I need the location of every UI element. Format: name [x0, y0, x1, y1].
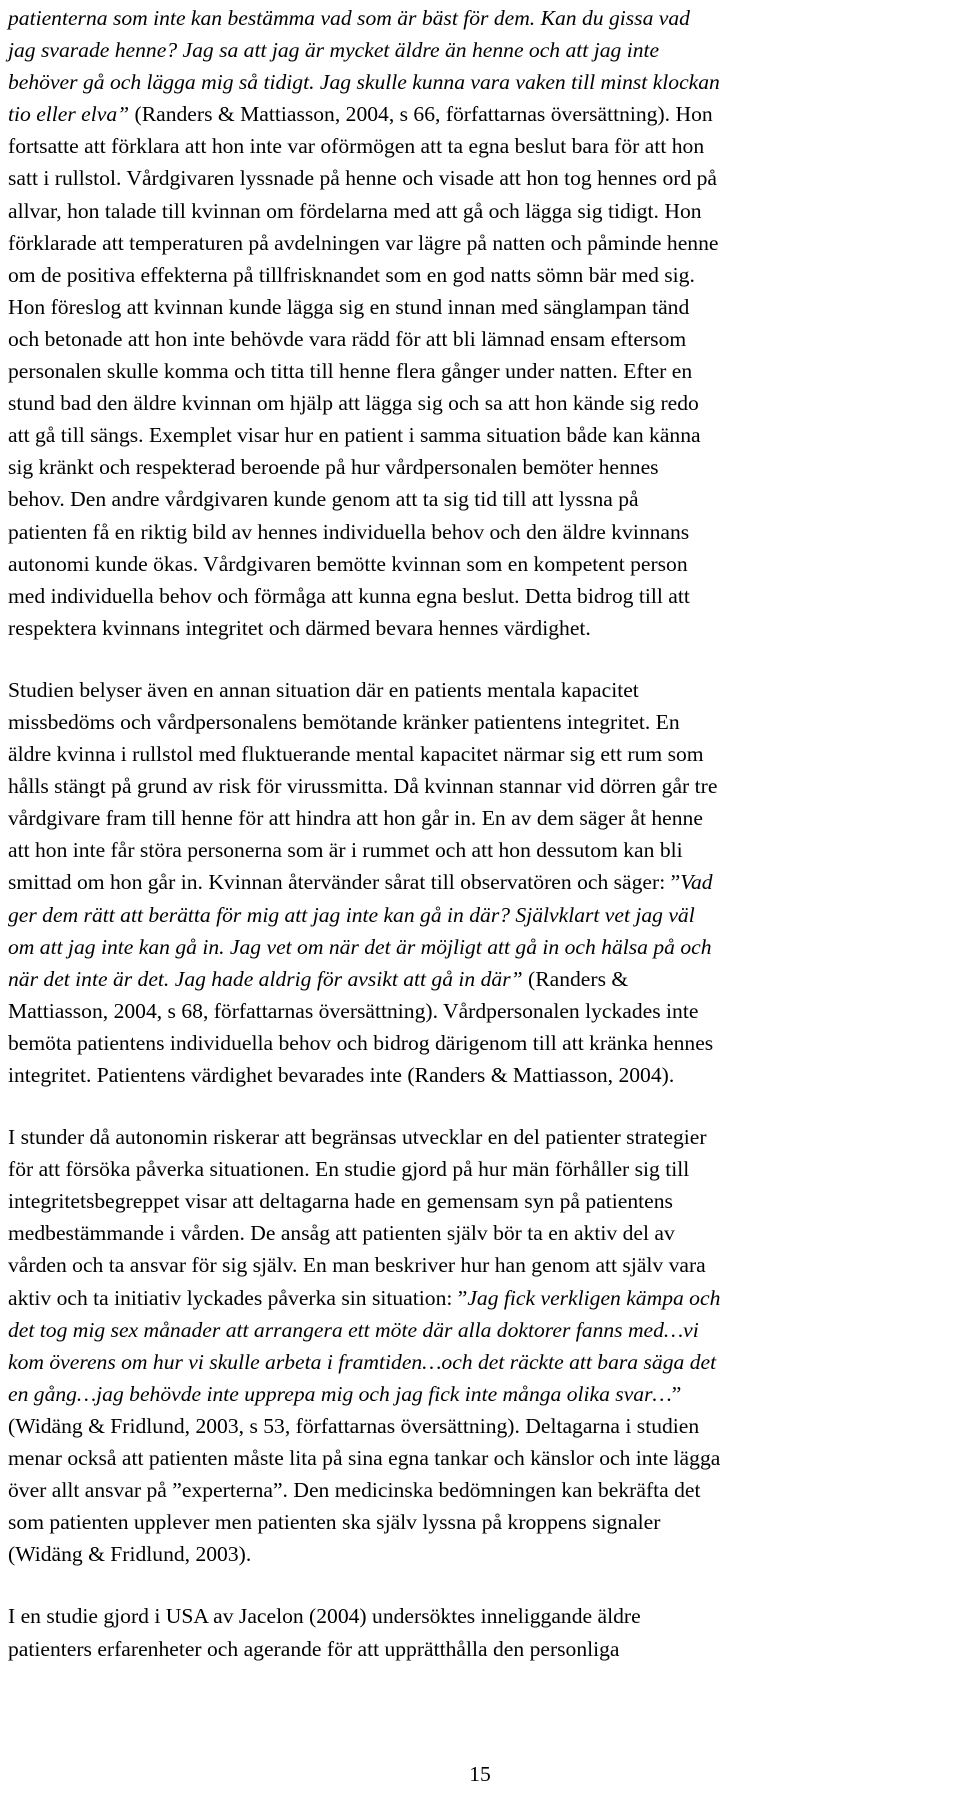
body-text: vårdgivare fram till henne för att hindra att hon går in. En av dem säger åt henne	[8, 806, 703, 831]
body-text: att hon inte får störa personerna som är i rummet och att hon dessutom kan bli	[8, 838, 683, 863]
paragraph-gap	[8, 644, 956, 674]
paragraph	[8, 2, 956, 644]
body-text: med individuella behov och förmåga att kunna egna beslut. Detta bidrog till att	[8, 583, 690, 608]
text-line	[8, 612, 956, 644]
text-line	[8, 1249, 956, 1281]
paragraph-gap	[8, 1091, 956, 1121]
text-line	[8, 516, 956, 548]
body-text: patienters erfarenheter och agerande för att upprätthålla den personliga	[8, 1636, 620, 1661]
text-line	[8, 1538, 956, 1570]
text-line	[8, 66, 956, 98]
text-line	[8, 1027, 956, 1059]
body-text: stund bad den äldre kvinnan om hjälp att lägga sig och sa att hon kände sig redo	[8, 391, 699, 416]
italic-quote-text: behöver gå och lägga mig så tidigt. Jag skulle kunna vara vaken till minst klockan	[8, 70, 720, 95]
paragraph	[8, 674, 956, 1091]
body-text: missbedöms och vårdpersonalens bemötande kränker patientens integritet. En	[8, 709, 680, 734]
italic-quote-text: en gång…jag behövde inte upprepa mig och jag fick inte många olika svar…	[8, 1381, 672, 1406]
text-line	[8, 34, 956, 66]
paragraph	[8, 1600, 956, 1664]
body-text: I en studie gjord i USA av Jacelon (2004) undersöktes inneliggande äldre	[8, 1604, 641, 1629]
text-line	[8, 1185, 956, 1217]
text-line	[8, 195, 956, 227]
body-text: som patienten upplever men patienten ska själv lyssna på kroppens signaler	[8, 1510, 661, 1535]
body-text: (Randers &	[522, 966, 629, 991]
body-text: hålls stängt på grund av risk för virussmitta. Då kvinnan stannar vid dörren går tre	[8, 774, 718, 799]
body-text: och betonade att hon inte behövde vara rädd för att bli lämnad ensam eftersom	[8, 326, 687, 351]
body-text: allvar, hon talade till kvinnan om fördelarna med att gå och lägga sig tidigt. Hon	[8, 198, 702, 223]
body-text: integritet. Patientens värdighet bevarades inte (Randers & Mattiasson, 2004).	[8, 1063, 675, 1087]
text-line	[8, 323, 956, 355]
text-line	[8, 738, 956, 770]
body-text: medbestämmande i vården. De ansåg att patienten själv bör ta en aktiv del av	[8, 1221, 675, 1246]
text-line	[8, 770, 956, 802]
text-line	[8, 580, 956, 612]
text-line	[8, 98, 956, 130]
text-line	[8, 291, 956, 323]
text-line	[8, 1410, 956, 1442]
body-text: integritetsbegreppet visar att deltagarna hade en gemensam syn på patientens	[8, 1189, 673, 1214]
text-line	[8, 419, 956, 451]
paragraph-gap	[8, 1570, 956, 1600]
italic-quote-text: om att jag inte kan gå in. Jag vet om när det är möjligt att gå in och hälsa på och	[8, 934, 712, 959]
text-line	[8, 1600, 956, 1632]
italic-quote-text: ger dem rätt att berätta för mig att jag inte kan gå in där? Självklart vet jag väl	[8, 902, 695, 927]
body-text: att gå till sängs. Exemplet visar hur en patient i samma situation både kan känna	[8, 423, 701, 448]
body-text: aktiv och ta initiativ lyckades påverka sin situation: ”	[8, 1285, 468, 1310]
body-text: personalen skulle komma och titta till henne flera gånger under natten. Efter en	[8, 359, 693, 384]
text-line	[8, 899, 956, 931]
body-text: autonomi kunde ökas. Vårdgivaren bemötte kvinnan som en kompetent person	[8, 551, 688, 576]
body-text: respektera kvinnans integritet och därmed bevara hennes värdighet.	[8, 615, 591, 640]
text-line	[8, 1474, 956, 1506]
body-text: (Widäng & Fridlund, 2003, s 53, författarnas översättning). Deltagarna i studien	[8, 1413, 700, 1438]
text-line	[8, 834, 956, 866]
italic-quote-text: kom överens om hur vi skulle arbeta i framtiden…och det räckte att bara säga det	[8, 1349, 717, 1374]
document-page	[8, 0, 956, 1665]
italic-quote-text: tio eller elva”	[8, 102, 130, 127]
text-line	[8, 130, 956, 162]
body-text: Studien belyser även en annan situation där en patients mentala kapacitet	[8, 677, 639, 702]
text-line	[8, 866, 956, 898]
page-number: 15	[469, 1762, 491, 1786]
italic-quote-text: Jag fick verkligen kämpa och	[467, 1285, 721, 1310]
text-line	[8, 483, 956, 515]
text-line	[8, 1346, 956, 1378]
text-line	[8, 995, 956, 1027]
text-line	[8, 1378, 956, 1410]
body-text: I stunder då autonomin riskerar att begränsas utvecklar en del patienter strategier	[8, 1125, 707, 1150]
body-text: behov. Den andre vårdgivaren kunde genom att ta sig tid till att lyssna på	[8, 487, 639, 512]
body-text: ”	[671, 1381, 682, 1406]
text-line	[8, 674, 956, 706]
text-line	[8, 1282, 956, 1314]
body-text: förklarade att temperaturen på avdelningen var lägre på natten och påminde henne	[8, 230, 719, 255]
body-text: vården och ta ansvar för sig själv. En man beskriver hur han genom att själv vara	[8, 1253, 706, 1278]
text-line	[8, 1506, 956, 1538]
text-line	[8, 227, 956, 259]
body-text: smittad om hon går in. Kvinnan återvänder sårat till observatören och säger: ”	[8, 870, 681, 895]
italic-quote-text: när det inte är det. Jag hade aldrig för avsikt att gå in där”	[8, 966, 523, 991]
italic-quote-text: det tog mig sex månader att arrangera ett möte där alla doktorer fanns med…vi	[8, 1317, 699, 1342]
body-text: (Widäng & Fridlund, 2003).	[8, 1542, 252, 1567]
text-line	[8, 387, 956, 419]
body-text: (Randers & Mattiasson, 2004, s 66, författarnas översättning). Hon	[129, 102, 713, 127]
text-line	[8, 355, 956, 387]
text-line	[8, 802, 956, 834]
body-text: över allt ansvar på ”experterna”. Den medicinska bedömningen kan bekräfta det	[8, 1478, 701, 1503]
text-line	[8, 963, 956, 995]
text-line	[8, 931, 956, 963]
text-line	[8, 451, 956, 483]
body-text: bemöta patientens individuella behov och bidrog därigenom till att kränka hennes	[8, 1030, 714, 1055]
text-line	[8, 1314, 956, 1346]
body-text: satt i rullstol. Vårdgivaren lyssnade på henne och visade att hon tog hennes ord på	[8, 166, 718, 191]
text-line	[8, 1059, 956, 1091]
italic-quote-text: Vad	[680, 870, 713, 895]
body-text: om de positiva effekterna på tillfrisknandet som en god natts sömn bär med sig.	[8, 262, 695, 287]
body-text: patienten få en riktig bild av hennes individuella behov och den äldre kvinnans	[8, 519, 690, 544]
text-line	[8, 1121, 956, 1153]
text-line	[8, 259, 956, 291]
body-text: fortsatte att förklara att hon inte var oförmögen att ta egna beslut bara för att hon	[8, 134, 705, 159]
text-line	[8, 2, 956, 34]
body-text: Mattiasson, 2004, s 68, författarnas översättning). Vårdpersonalen lyckades inte	[8, 998, 699, 1023]
text-line	[8, 1633, 956, 1665]
body-text: Hon föreslog att kvinnan kunde lägga sig en stund innan med sänglampan tänd	[8, 294, 690, 319]
text-line	[8, 1217, 956, 1249]
body-text: menar också att patienten måste lita på sina egna tankar och känslor och inte lägga	[8, 1446, 721, 1471]
text-line	[8, 706, 956, 738]
body-text: sig kränkt och respekterad beroende på hur vårdpersonalen bemöter hennes	[8, 455, 659, 480]
body-text: äldre kvinna i rullstol med fluktuerande mental kapacitet närmar sig ett rum som	[8, 742, 704, 767]
text-line	[8, 548, 956, 580]
text-line	[8, 162, 956, 194]
italic-quote-text: jag svarade henne? Jag sa att jag är mycket äldre än henne och att jag inte	[8, 38, 660, 63]
text-line	[8, 1153, 956, 1185]
paragraph	[8, 1121, 956, 1570]
text-line	[8, 1442, 956, 1474]
body-text: för att försöka påverka situationen. En studie gjord på hur män förhåller sig till	[8, 1157, 690, 1182]
italic-quote-text: patienterna som inte kan bestämma vad som är bäst för dem. Kan du gissa vad	[8, 6, 690, 30]
